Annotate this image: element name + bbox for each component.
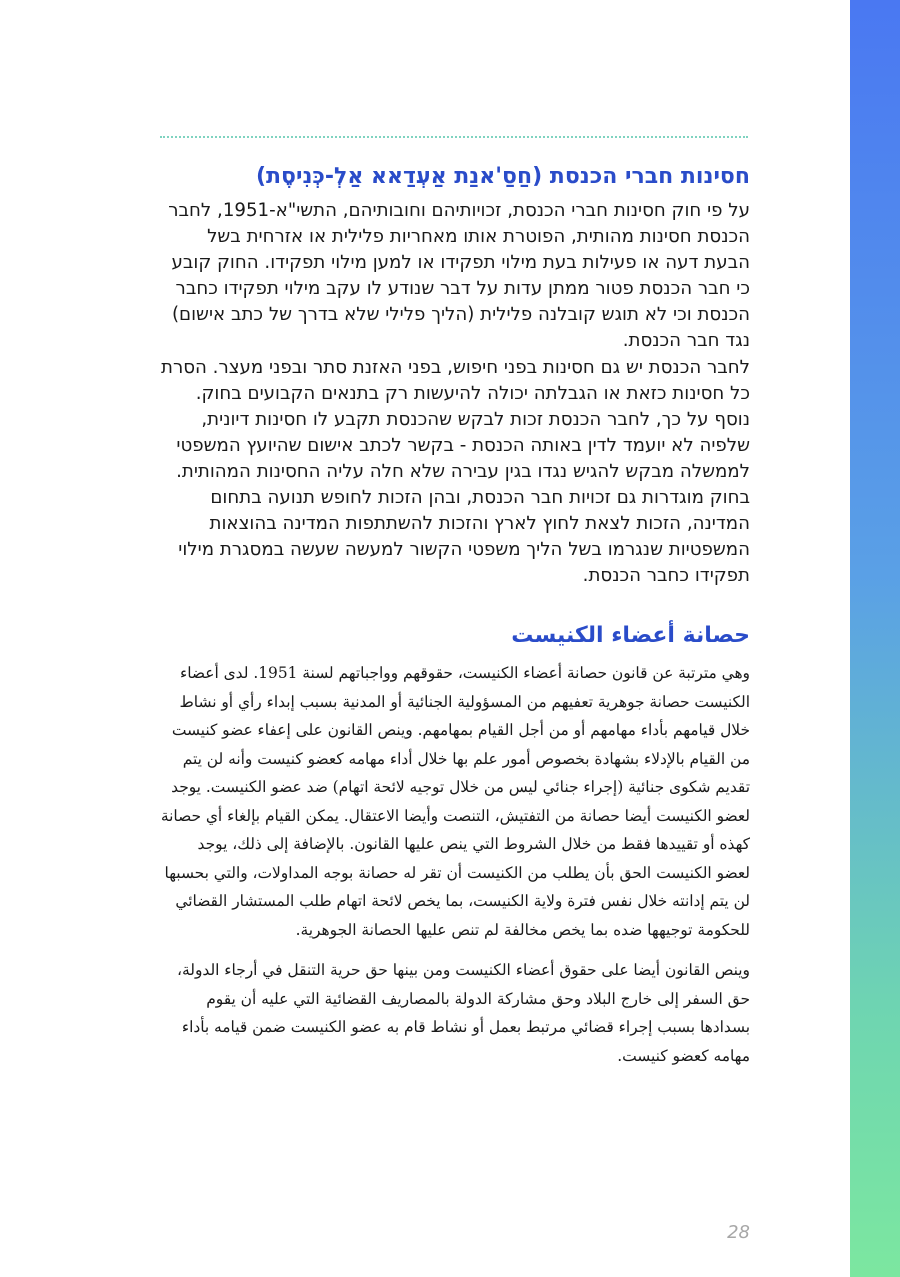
arabic-section	[160, 619, 750, 1070]
arabic-paragraph-2: وينص القانون أيضا على حقوق أعضاء الكنيست ومن بينها حق حرية التنقل في أرجاء الدولة، حق السفر إلى خارج البلاد وحق مشاركة الدولة بالمصاريف القضائية التي عليه أن يقوم بسدادها بسبب إجراء قضائي مرتبط بعمل أو نشاط قام به عضو الكنيست ضمن قيامه بأداء مهامه كعضو كنيست.	[177, 961, 750, 1065]
arabic-paragraph-1: وهي مترتبة عن قانون حصانة أعضاء الكنيست، حقوقهم وواجباتهم لسنة 1951. لدى أعضاء الكنيست حصانة جوهرية تعفيهم من المسؤولية الجنائية أو المدنية بسبب إبداء رأي أو نشاط خلال قيامهم بأداء مهامهم أو من أجل القيام بمهامهم. وينص القانون على إعفاء عضو كنيست من القيام بالإدلاء بشهادة بخصوص أمور علم بها خلال أداء مهامه كعضو كنيست وأنه لن يتم تقديم شكوى جنائية (إجراء جنائي ليس من خلال توجيه لائحة اتهام) ضد عضو الكنيست. يوجد لعضو الكنيست أيضا حصانة من التفتيش، التنصت وأيضا الاعتقال. يمكن القيام بإلغاء أي حصانة كهذه أو تقييدها فقط من خلال الشروط التي ينص عليها القانون. بالإضافة إلى ذلك، يوجد لعضو الكنيست الحق بأن يطلب من الكنيست أن تقر له حصانة بوجه المداولات، والتي بحسبها لن يتم إدانته خلال نفس فترة ولاية الكنيست، بما يخص لائحة اتهام طلب المستشار القضائي للحكومة توجيهها ضده بما يخص مخالفة لم تنص عليها الحصانة الجوهرية.	[160, 664, 750, 939]
page-content	[160, 160, 750, 1070]
page-number: 28	[727, 1222, 750, 1243]
decorative-gradient-band	[850, 0, 900, 1277]
hebrew-paragraph-2: לחבר הכנסת יש גם חסינות בפני חיפוש, בפני האזנת סתר ובפני מעצר. הסרת כל חסינות כזאת או הגבלתה יכולה להיעשות רק בתנאים הקבועים בחוק. נוסף על כך, לחבר הכנסת זכות לבקש שהכנסת תקבע לו חסינות דיונית, שלפיה לא יועמד לדין באותה הכנסת - בקשר לכתב אישום שהיועץ המשפטי לממשלה מבקש להגיש נגדו בגין עבירה שלא חלה עליה החסינות המהותית. בחוק מוגדרות גם זכויות חבר הכנסת, ובהן הזכות לחופש תנועה בתחום המדינה, הזכות לצאת לחוץ לארץ והזכות להשתתפות המדינה בהוצאות המשפטיות שנגרמו בשל הליך משפטי הקשור למעשה שעשה במסגרת מילוי תפקידו כחבר הכנסת.	[161, 356, 750, 587]
hebrew-paragraph-1: על פי חוק חסינות חברי הכנסת, זכויותיהם וחובותיהם, התשי"א-1951, לחבר הכנסת חסינות מהותית, הפוטרת אותו מאחריות פלילית או אזרחית בשל הבעת דעה או פעילות בעת מילוי תפקידו או למען מילוי תפקידו. החוק קובע כי חבר הכנסת פטור ממתן עדות על דבר שנודע לו עקב מילוי תפקידו כחבר הכנסת וכי לא תוגש קובלנה פלילית (הליך פלילי שלא בדרך של כתב אישום) נגד חבר הכנסת.	[168, 200, 750, 352]
hebrew-section	[160, 160, 750, 589]
hebrew-section-heading: חסינות חברי הכנסת (חַסַ'אנַת אַעְדַאא אַלְ-כְּנִיסֶת)	[255, 164, 750, 189]
arabic-section-heading: حصانة أعضاء الكنيست	[511, 623, 750, 649]
dotted-divider	[160, 136, 748, 138]
